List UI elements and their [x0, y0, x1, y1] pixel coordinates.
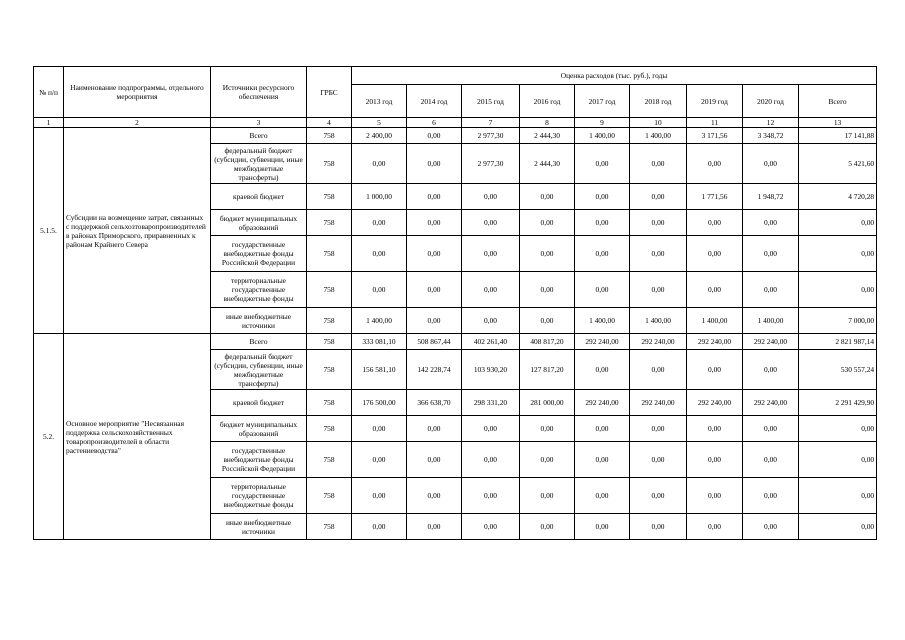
grbs-code: 758 [307, 390, 352, 416]
year-value: 0,00 [407, 210, 462, 236]
year-value: 0,00 [687, 210, 743, 236]
year-value: 0,00 [407, 236, 462, 272]
column-number: 4 [307, 118, 352, 128]
column-number: 1 [34, 118, 64, 128]
funding-source: государственные внебюджетные фонды Российской Федерации [211, 236, 307, 272]
year-value: 0,00 [462, 478, 520, 514]
year-value: 176 500,00 [352, 390, 407, 416]
year-value: 292 240,00 [630, 334, 687, 350]
year-value: 3 348,72 [743, 128, 799, 144]
year-value: 0,00 [520, 210, 575, 236]
year-value: 1 400,00 [575, 128, 630, 144]
column-number: 13 [799, 118, 877, 128]
grbs-code: 758 [307, 184, 352, 210]
grbs-code: 758 [307, 272, 352, 308]
funding-source: бюджет муниципальных образований [211, 416, 307, 442]
year-value: 0,00 [462, 442, 520, 478]
total-value: 17 141,88 [799, 128, 877, 144]
year-value: 0,00 [687, 416, 743, 442]
year-value: 2 977,30 [462, 144, 520, 184]
year-value: 0,00 [687, 144, 743, 184]
col-header-year: 2014 год [407, 85, 462, 118]
year-value: 0,00 [520, 236, 575, 272]
col-header-num: № п/п [34, 67, 64, 118]
year-value: 281 000,00 [520, 390, 575, 416]
year-value: 0,00 [352, 416, 407, 442]
grbs-code: 758 [307, 210, 352, 236]
year-value: 1 400,00 [352, 308, 407, 334]
year-value: 402 261,40 [462, 334, 520, 350]
year-value: 292 240,00 [630, 390, 687, 416]
total-value: 0,00 [799, 210, 877, 236]
year-value: 0,00 [575, 416, 630, 442]
year-value: 292 240,00 [743, 390, 799, 416]
funding-source: бюджет муниципальных образований [211, 210, 307, 236]
year-value: 0,00 [687, 350, 743, 390]
column-number: 12 [743, 118, 799, 128]
year-value: 0,00 [687, 272, 743, 308]
column-number: 5 [352, 118, 407, 128]
year-value: 0,00 [352, 236, 407, 272]
column-number: 3 [211, 118, 307, 128]
column-number: 8 [520, 118, 575, 128]
year-value: 408 817,20 [520, 334, 575, 350]
col-header-year: 2013 год [352, 85, 407, 118]
total-value: 5 421,60 [799, 144, 877, 184]
total-value: 0,00 [799, 442, 877, 478]
expense-table [33, 66, 877, 540]
year-value: 1 400,00 [743, 308, 799, 334]
year-value: 127 817,20 [520, 350, 575, 390]
year-value: 0,00 [743, 442, 799, 478]
row-number: 5.2. [34, 334, 64, 540]
year-value: 0,00 [352, 272, 407, 308]
table-row [34, 334, 877, 350]
year-value: 0,00 [407, 128, 462, 144]
year-value: 0,00 [520, 416, 575, 442]
funding-source: Всего [211, 334, 307, 350]
year-value: 0,00 [630, 350, 687, 390]
year-value: 3 171,56 [687, 128, 743, 144]
year-value: 0,00 [575, 210, 630, 236]
grbs-code: 758 [307, 478, 352, 514]
total-value: 0,00 [799, 514, 877, 540]
total-value: 2 821 987,14 [799, 334, 877, 350]
row-number: 5.1.5. [34, 128, 64, 334]
funding-source: государственные внебюджетные фонды Российской Федерации [211, 442, 307, 478]
grbs-code: 758 [307, 416, 352, 442]
year-value: 0,00 [462, 272, 520, 308]
year-value: 333 081,10 [352, 334, 407, 350]
year-value: 0,00 [687, 442, 743, 478]
year-value: 0,00 [407, 184, 462, 210]
column-number: 10 [630, 118, 687, 128]
year-value: 1 400,00 [630, 128, 687, 144]
grbs-code: 758 [307, 442, 352, 478]
year-value: 0,00 [630, 144, 687, 184]
year-value: 292 240,00 [743, 334, 799, 350]
year-value: 0,00 [407, 416, 462, 442]
total-value: 0,00 [799, 236, 877, 272]
year-value: 0,00 [575, 272, 630, 308]
year-value: 298 331,20 [462, 390, 520, 416]
year-value: 0,00 [630, 210, 687, 236]
funding-source: федеральный бюджет (субсидии, субвенции, иные межбюджетные трансферты) [211, 144, 307, 184]
grbs-code: 758 [307, 350, 352, 390]
year-value: 1 400,00 [630, 308, 687, 334]
col-header-source: Источники ресурсного обеспечения [211, 67, 307, 118]
year-value: 0,00 [407, 478, 462, 514]
grbs-code: 758 [307, 128, 352, 144]
grbs-code: 758 [307, 144, 352, 184]
year-value: 0,00 [687, 514, 743, 540]
year-value: 0,00 [743, 514, 799, 540]
year-value: 0,00 [462, 308, 520, 334]
year-value: 0,00 [630, 184, 687, 210]
col-header-grbs: ГРБС [307, 67, 352, 118]
year-value: 142 228,74 [407, 350, 462, 390]
year-value: 366 638,70 [407, 390, 462, 416]
column-number: 9 [575, 118, 630, 128]
table-row [34, 128, 877, 144]
col-header-year: 2015 год [462, 85, 520, 118]
year-value: 0,00 [462, 184, 520, 210]
year-value: 0,00 [687, 236, 743, 272]
year-value: 0,00 [743, 236, 799, 272]
year-value: 0,00 [462, 236, 520, 272]
grbs-code: 758 [307, 334, 352, 350]
funding-source: иные внебюджетные источники [211, 308, 307, 334]
year-value: 0,00 [743, 272, 799, 308]
col-header-year: 2016 год [520, 85, 575, 118]
total-value: 2 291 429,90 [799, 390, 877, 416]
year-value: 0,00 [520, 442, 575, 478]
year-value: 0,00 [743, 210, 799, 236]
funding-source: территориальные государственные внебюджетные фонды [211, 272, 307, 308]
column-number: 11 [687, 118, 743, 128]
column-number: 6 [407, 118, 462, 128]
measure-name: Основное мероприятие "Несвязанная поддержка сельскохозяйственных товаропроизводителей в области растениеводства" [64, 334, 211, 540]
year-value: 0,00 [462, 416, 520, 442]
year-value: 292 240,00 [687, 390, 743, 416]
year-value: 0,00 [462, 514, 520, 540]
col-header-year: 2020 год [743, 85, 799, 118]
grbs-code: 758 [307, 236, 352, 272]
year-value: 0,00 [575, 236, 630, 272]
funding-source: краевой бюджет [211, 390, 307, 416]
measure-name: Субсидии на возмещение затрат, связанных с поддержкой сельхозтоваропроизводителей в районах Приморского, приравненных к районам Крайнего Севера [64, 128, 211, 334]
funding-source: Всего [211, 128, 307, 144]
year-value: 0,00 [575, 350, 630, 390]
year-value: 0,00 [520, 184, 575, 210]
year-value: 0,00 [630, 514, 687, 540]
col-header-year: 2017 год [575, 85, 630, 118]
total-value: 0,00 [799, 478, 877, 514]
year-value: 0,00 [352, 442, 407, 478]
grbs-code: 758 [307, 308, 352, 334]
year-value: 2 400,00 [352, 128, 407, 144]
year-value: 2 444,30 [520, 144, 575, 184]
total-value: 7 000,00 [799, 308, 877, 334]
year-value: 1 400,00 [687, 308, 743, 334]
year-value: 0,00 [352, 478, 407, 514]
year-value: 0,00 [575, 442, 630, 478]
grbs-code: 758 [307, 514, 352, 540]
col-header-year: Всего [799, 85, 877, 118]
year-value: 0,00 [687, 478, 743, 514]
total-value: 530 557,24 [799, 350, 877, 390]
year-value: 0,00 [407, 442, 462, 478]
year-value: 292 240,00 [687, 334, 743, 350]
year-value: 0,00 [407, 514, 462, 540]
total-value: 4 720,28 [799, 184, 877, 210]
year-value: 292 240,00 [575, 334, 630, 350]
year-value: 0,00 [352, 210, 407, 236]
funding-source: федеральный бюджет (субсидии, субвенции, иные межбюджетные трансферты) [211, 350, 307, 390]
year-value: 0,00 [575, 184, 630, 210]
year-value: 0,00 [630, 416, 687, 442]
year-value: 0,00 [520, 272, 575, 308]
year-value: 0,00 [630, 236, 687, 272]
funding-source: иные внебюджетные источники [211, 514, 307, 540]
year-value: 0,00 [575, 478, 630, 514]
year-value: 0,00 [743, 350, 799, 390]
year-value: 0,00 [352, 514, 407, 540]
col-header-estimate: Оценка расходов (тыс. руб.), годы [352, 67, 877, 85]
year-value: 0,00 [575, 144, 630, 184]
year-value: 292 240,00 [575, 390, 630, 416]
year-value: 0,00 [407, 308, 462, 334]
year-value: 2 977,30 [462, 128, 520, 144]
col-header-year: 2019 год [687, 85, 743, 118]
year-value: 103 930,20 [462, 350, 520, 390]
col-header-year: 2018 год [630, 85, 687, 118]
total-value: 0,00 [799, 416, 877, 442]
year-value: 1 000,00 [352, 184, 407, 210]
year-value: 0,00 [407, 272, 462, 308]
col-header-name: Наименование подпрограммы, отдельного мероприятия [64, 67, 211, 118]
year-value: 508 867,44 [407, 334, 462, 350]
year-value: 1 948,72 [743, 184, 799, 210]
year-value: 0,00 [462, 210, 520, 236]
year-value: 0,00 [743, 478, 799, 514]
year-value: 2 444,30 [520, 128, 575, 144]
year-value: 0,00 [407, 144, 462, 184]
total-value: 0,00 [799, 272, 877, 308]
year-value: 0,00 [520, 514, 575, 540]
year-value: 1 400,00 [575, 308, 630, 334]
year-value: 0,00 [520, 478, 575, 514]
year-value: 0,00 [520, 308, 575, 334]
year-value: 0,00 [630, 478, 687, 514]
funding-source: территориальные государственные внебюджетные фонды [211, 478, 307, 514]
year-value: 0,00 [743, 416, 799, 442]
year-value: 0,00 [630, 272, 687, 308]
year-value: 0,00 [743, 144, 799, 184]
year-value: 1 771,56 [687, 184, 743, 210]
year-value: 0,00 [630, 442, 687, 478]
column-number: 2 [64, 118, 211, 128]
funding-source: краевой бюджет [211, 184, 307, 210]
year-value: 156 581,10 [352, 350, 407, 390]
year-value: 0,00 [352, 144, 407, 184]
year-value: 0,00 [575, 514, 630, 540]
column-number: 7 [462, 118, 520, 128]
